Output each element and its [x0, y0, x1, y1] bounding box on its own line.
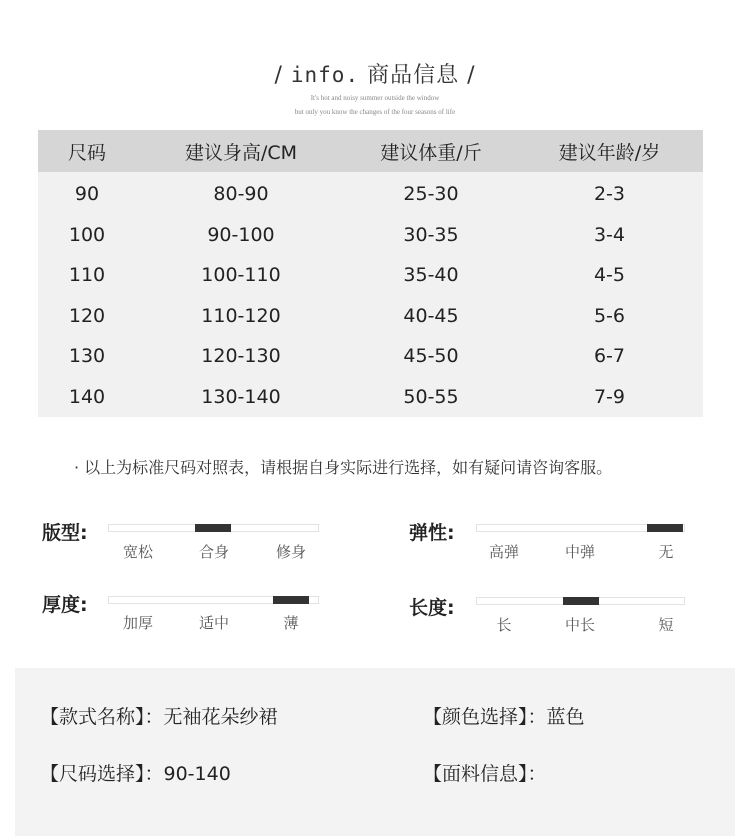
info-size: 【尺码选择】：90-140: [40, 763, 231, 785]
attr-length-option: 中长: [564, 616, 596, 634]
cell-age: 6-7: [593, 345, 626, 368]
section-title: [0, 58, 750, 89]
header-weight: 建议体重/斤: [380, 141, 482, 164]
table-row: [38, 377, 703, 418]
attr-thickness-marker: [273, 596, 309, 604]
attr-length-track: [476, 597, 685, 605]
cell-age: 3-4: [593, 223, 626, 246]
subtitle-line-1: It's hot and noisy summer outside the window: [310, 94, 440, 102]
attr-length-option: 长: [496, 616, 512, 634]
cell-size: 90: [74, 183, 100, 206]
info-fabric: 【面料信息】：: [423, 763, 547, 785]
cell-height: 110-120: [201, 304, 281, 327]
info-style-name: 【款式名称】：无袖花朵纱裙: [40, 706, 278, 728]
attr-thickness-option: 加厚: [122, 614, 154, 632]
info-word: info.: [290, 63, 360, 87]
cell-age: 5-6: [593, 304, 626, 327]
cell-weight: 30-35: [403, 223, 459, 246]
attr-thickness-label: 厚度:: [42, 594, 88, 616]
attr-fit-label: 版型:: [42, 522, 88, 544]
section-header: [0, 58, 750, 117]
attr-thickness-option: 薄: [283, 614, 299, 632]
attr-elasticity-option: 高弹: [488, 543, 520, 561]
table-header-row: [38, 130, 703, 172]
table-row: [38, 215, 703, 256]
slash-right: /: [467, 63, 476, 88]
cell-weight: 40-45: [403, 304, 459, 327]
cell-age: 4-5: [593, 264, 626, 287]
table-row: [38, 296, 703, 337]
attr-elasticity-track: [476, 524, 685, 532]
header-height: 建议身高/CM: [184, 141, 298, 164]
attr-length-label: 长度:: [409, 597, 455, 619]
info-color: 【颜色选择】：蓝色: [423, 706, 585, 728]
cell-weight: 35-40: [403, 264, 459, 287]
header-size: 尺码: [67, 141, 106, 164]
cell-height: 100-110: [201, 264, 281, 287]
cell-weight: 25-30: [403, 183, 459, 206]
cell-age: 2-3: [593, 183, 626, 206]
cell-size: 130: [68, 345, 106, 368]
attr-thickness-track: [108, 596, 319, 604]
table-row: [38, 174, 703, 215]
size-chart-table: [38, 130, 703, 417]
attr-fit-option: 修身: [275, 543, 307, 561]
slash-left: /: [274, 63, 283, 88]
attr-thickness: [42, 590, 342, 640]
attr-elasticity-option: 中弹: [564, 543, 596, 561]
attr-fit: [42, 518, 342, 568]
cell-size: 120: [68, 304, 106, 327]
cell-height: 130-140: [201, 385, 281, 408]
cell-size: 100: [68, 223, 106, 246]
attr-length: [409, 593, 709, 643]
size-chart-note: · 以上为标准尺码对照表，请根据自身实际进行选择，如有疑问请咨询客服。: [74, 458, 613, 477]
cell-height: 80-90: [213, 183, 269, 206]
product-info-panel: [15, 668, 735, 836]
attr-elasticity-option: 无: [658, 543, 674, 561]
attr-fit-track: [108, 524, 319, 532]
cell-size: 110: [68, 264, 106, 287]
cell-age: 7-9: [593, 385, 626, 408]
attr-fit-option: 宽松: [122, 543, 154, 561]
title-cn: 商品信息: [367, 63, 460, 88]
attr-elasticity: [409, 518, 709, 568]
header-age: 建议年龄/岁: [558, 141, 661, 164]
cell-height: 120-130: [201, 345, 281, 368]
attr-elasticity-marker: [647, 524, 683, 532]
cell-weight: 50-55: [403, 385, 459, 408]
table-row: [38, 336, 703, 377]
table-row: [38, 255, 703, 296]
cell-weight: 45-50: [403, 345, 459, 368]
cell-size: 140: [68, 385, 106, 408]
cell-height: 90-100: [207, 223, 275, 246]
attr-length-marker: [563, 597, 599, 605]
attr-elasticity-label: 弹性:: [409, 522, 455, 544]
attr-thickness-option: 适中: [198, 614, 230, 632]
subtitle-line-2: but only you know the changes of the four seasons of life: [294, 108, 456, 116]
attr-fit-marker: [195, 524, 231, 532]
attr-fit-option: 合身: [198, 543, 230, 561]
attr-length-option: 短: [658, 616, 674, 634]
